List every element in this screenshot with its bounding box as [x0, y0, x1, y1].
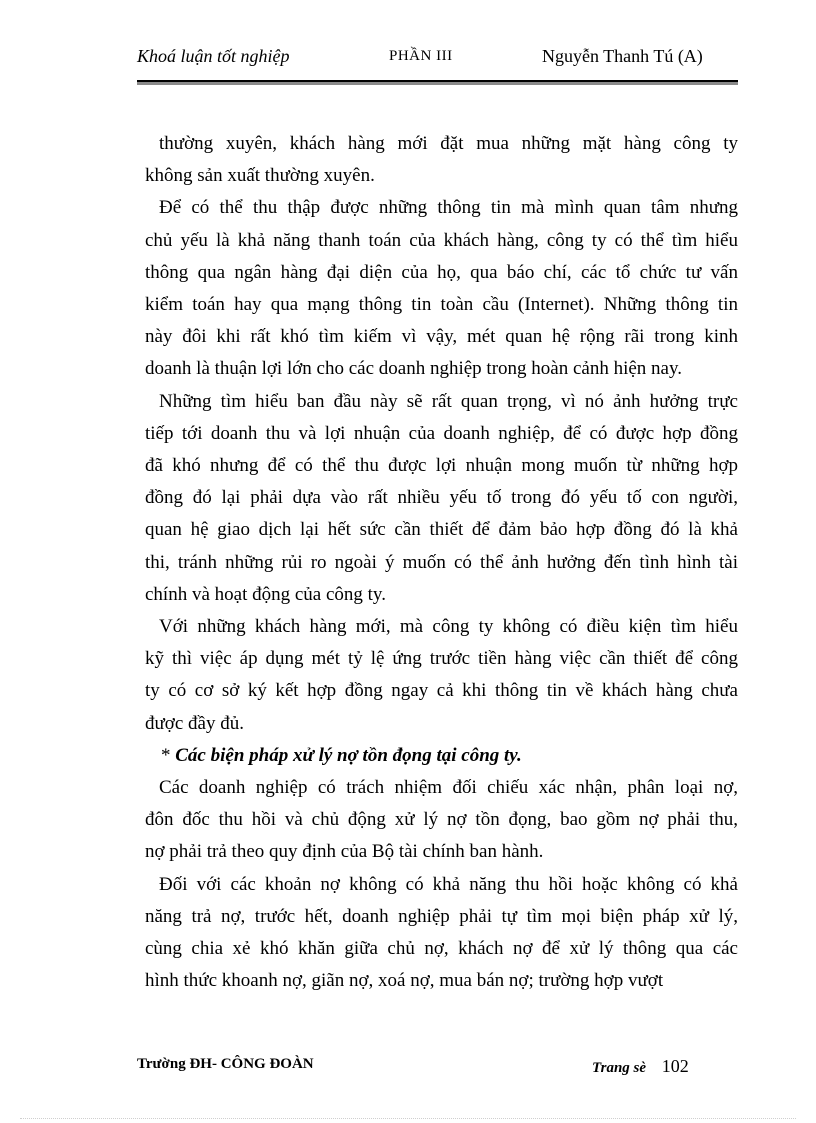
page-edge-divider	[20, 1118, 796, 1119]
footer-school: Trường ĐH- CÔNG ĐOÀN	[137, 1056, 314, 1072]
page-number: 102	[661, 1056, 689, 1076]
text-line: được đầy đủ.	[145, 712, 244, 734]
text-line: hình thức khoanh nợ, giãn nợ, xoá nợ, mua bán nợ; trường hợp vượt	[145, 970, 664, 992]
heading-bullet: *	[161, 744, 171, 766]
paragraph-4	[145, 611, 738, 740]
paragraph-5	[145, 772, 738, 869]
text-line: đã khó nhưng để có thể thu được lợi nhuận mong muốn từ những hợp	[145, 455, 738, 477]
text-line: cùng chia xẻ khó khăn giữa chủ nợ, khách nợ để xử lý thông qua các	[145, 938, 738, 960]
text-line: Để có thể thu thập được những thông tin mà mình quan tâm nhưng	[159, 197, 738, 219]
page-label: Trang sè	[592, 1060, 647, 1076]
text-line: kỹ thì việc áp dụng mét tỷ lệ ứng trước tiền hàng việc cần thiết để công	[145, 648, 738, 670]
text-line: đồng đó lại phải dựa vào rất nhiều yếu tố trong đó yếu tố con người,	[145, 487, 738, 509]
paragraph-3	[145, 386, 738, 611]
page-header	[137, 46, 737, 74]
text-line: thi, tránh những rủi ro ngoài ý muốn có thể ảnh hưởng đến tình hình tài	[145, 551, 738, 573]
page-footer	[137, 1056, 707, 1078]
header-thesis-title: Khoá luận tốt nghiệp	[137, 46, 290, 66]
header-rule	[137, 80, 738, 85]
text-line: doanh là thuận lợi lớn cho các doanh nghiệp trong hoàn cảnh hiện nay.	[145, 358, 682, 380]
text-line: Với những khách hàng mới, mà công ty không có điều kiện tìm hiểu	[159, 616, 738, 638]
text-line: Đối với các khoản nợ không có khả năng thu hồi hoặc không có khả	[159, 873, 738, 895]
text-line: ty có cơ sở ký kết hợp đồng ngay cả khi thông tin về khách hàng chưa	[145, 680, 738, 702]
text-line: quan hệ giao dịch lại hết sức cần thiết để đảm bảo hợp đồng đó là khả	[145, 519, 738, 541]
paragraph-2	[145, 192, 738, 385]
page-body	[145, 128, 738, 997]
text-line: Những tìm hiểu ban đầu này sẽ rất quan trọng, vì nó ảnh hưởng trực	[159, 390, 738, 412]
text-line: không sản xuất thường xuyên.	[145, 165, 375, 187]
text-line: đôn đốc thu hồi và chủ động xử lý nợ tồn đọng, bao gồm nợ phải thu,	[145, 809, 738, 831]
text-line: kiểm toán hay qua mạng thông tin toàn cầu (Internet). Những thông tin	[145, 294, 738, 316]
heading-text: Các biện pháp xử lý nợ tồn đọng tại công ty.	[175, 744, 522, 766]
text-line: nợ phải trả theo quy định của Bộ tài chính ban hành.	[145, 841, 544, 863]
paragraph-1	[145, 128, 738, 192]
text-line: năng trả nợ, trước hết, doanh nghiệp phải tự tìm mọi biện pháp xử lý,	[145, 905, 738, 927]
header-author: Nguyễn Thanh Tú (A)	[542, 46, 703, 66]
text-line: chủ yếu là khả năng thanh toán của khách hàng, công ty có thể tìm hiểu	[145, 229, 738, 251]
text-line: thường xuyên, khách hàng mới đặt mua những mặt hàng công ty	[159, 133, 738, 154]
text-line: tiếp tới doanh thu và lợi nhuận của doanh nghiệp, để có được hợp đồng	[145, 422, 738, 444]
header-section: PHẦN III	[389, 48, 453, 64]
section-heading	[145, 740, 738, 772]
footer-page	[592, 1056, 689, 1077]
paragraph-6	[145, 869, 738, 998]
text-line: này đôi khi rất khó tìm kiếm vì vậy, mét quan hệ rộng rãi trong kinh	[145, 326, 738, 348]
text-line: thông qua ngân hàng đại diện của họ, qua báo chí, các tổ chức tư vấn	[145, 261, 738, 283]
text-line: chính và hoạt động của công ty.	[145, 583, 386, 605]
text-line: Các doanh nghiệp có trách nhiệm đối chiếu xác nhận, phân loại nợ,	[159, 777, 738, 799]
